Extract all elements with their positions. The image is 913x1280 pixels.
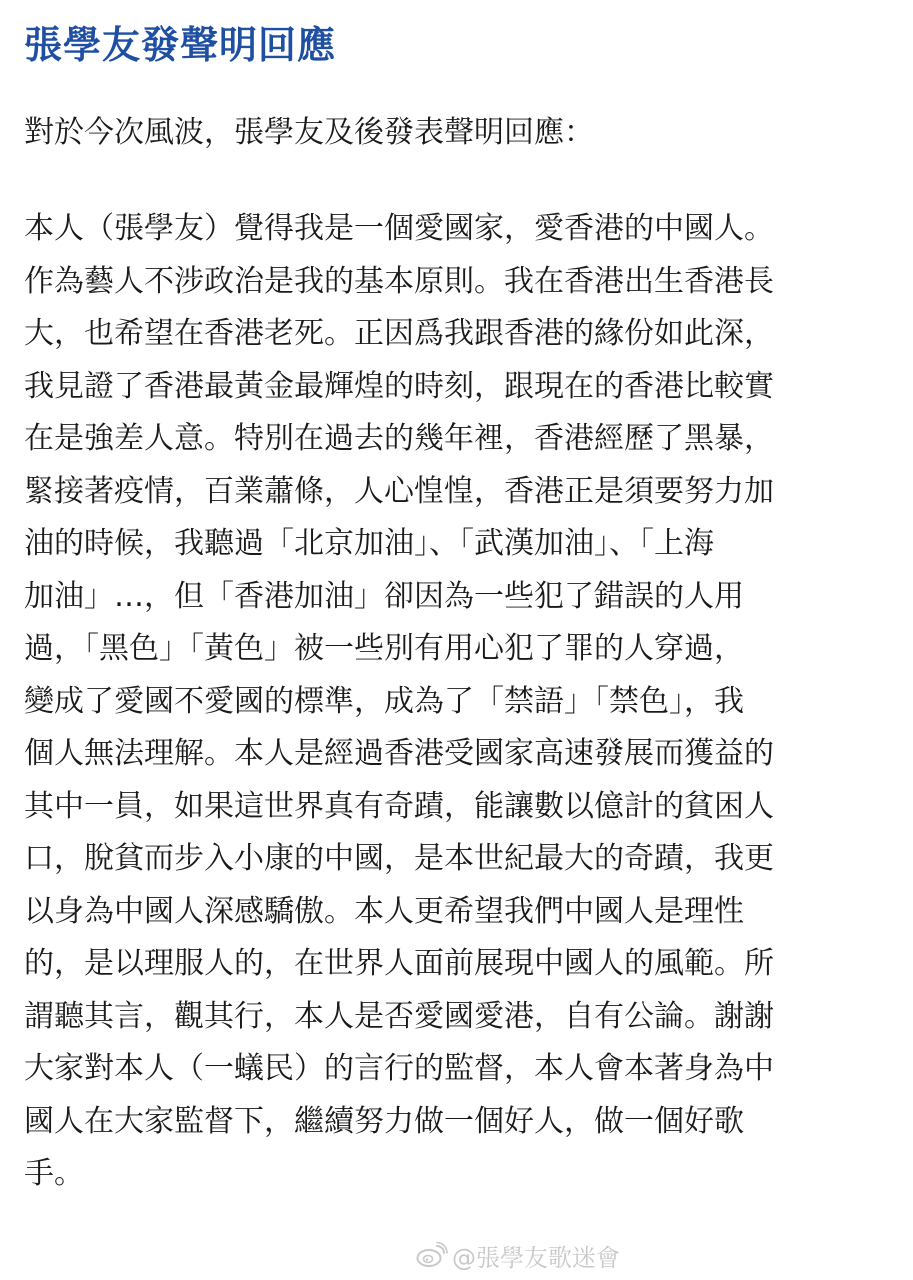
statement-body [24,203,894,1201]
weibo-icon [416,1241,448,1269]
statement-line: 大，也希望在香港老死。正因爲我跟香港的緣份如此深， [24,316,774,351]
intro-paragraph: 對於今次風波，張學友及後發表聲明回應： [24,115,594,150]
statement-line: 國人在大家監督下，繼續努力做一個好人，做一個好歌 [24,1103,744,1139]
statement-line: 緊接著疫情，百業蕭條，人心惶惶，香港正是須要努力加 [24,473,774,509]
statement-line: 口，脫貧而步入小康的中國，是本世紀最大的奇蹟，我更 [24,841,774,876]
statement-line: 手。 [24,1156,84,1191]
statement-line: 其中一員，如果這世界真有奇蹟，能讓數以億計的貧困人 [24,788,774,824]
statement-line: 油的時候，我聽過「北京加油」、「武漢加油」、「上海 [24,526,714,561]
weibo-watermark [416,1238,620,1272]
statement-line: 我見證了香港最黃金最輝煌的時刻，跟現在的香港比較實 [24,368,774,404]
statement-line: 加油」…，但「香港加油」卻因為一些犯了錯誤的人用 [24,578,744,614]
statement-line: 大家對本人（一蟻民）的言行的監督，本人會本著身為中 [24,1051,774,1086]
statement-line: 作為藝人不涉政治是我的基本原則。我在香港出生香港長 [24,263,774,299]
statement-line: 謂聽其言，觀其行，本人是否愛國愛港，自有公論。謝謝 [24,998,774,1034]
statement-line: 在是強差人意。特別在過去的幾年裡，香港經歷了黑暴， [24,421,774,456]
statement-line: 以身為中國人深感驕傲。本人更希望我們中國人是理性 [24,893,744,929]
statement-line: 的，是以理服人的，在世界人面前展現中國人的風範。所 [24,946,774,981]
page-title: 張學友發聲明回應 [24,23,337,67]
statement-line: 過，「黑色」「黃色」被一些別有用心犯了罪的人穿過， [24,631,744,666]
statement-line: 變成了愛國不愛國的標準，成為了「禁語」「禁色」，我 [24,683,744,719]
watermark-text: @張學友歌迷會 [452,1243,620,1272]
statement-line: 個人無法理解。本人是經過香港受國家高速發展而獲益的 [24,736,774,771]
statement-line: 本人（張學友）覺得我是一個愛國家，愛香港的中國人。 [24,211,774,246]
